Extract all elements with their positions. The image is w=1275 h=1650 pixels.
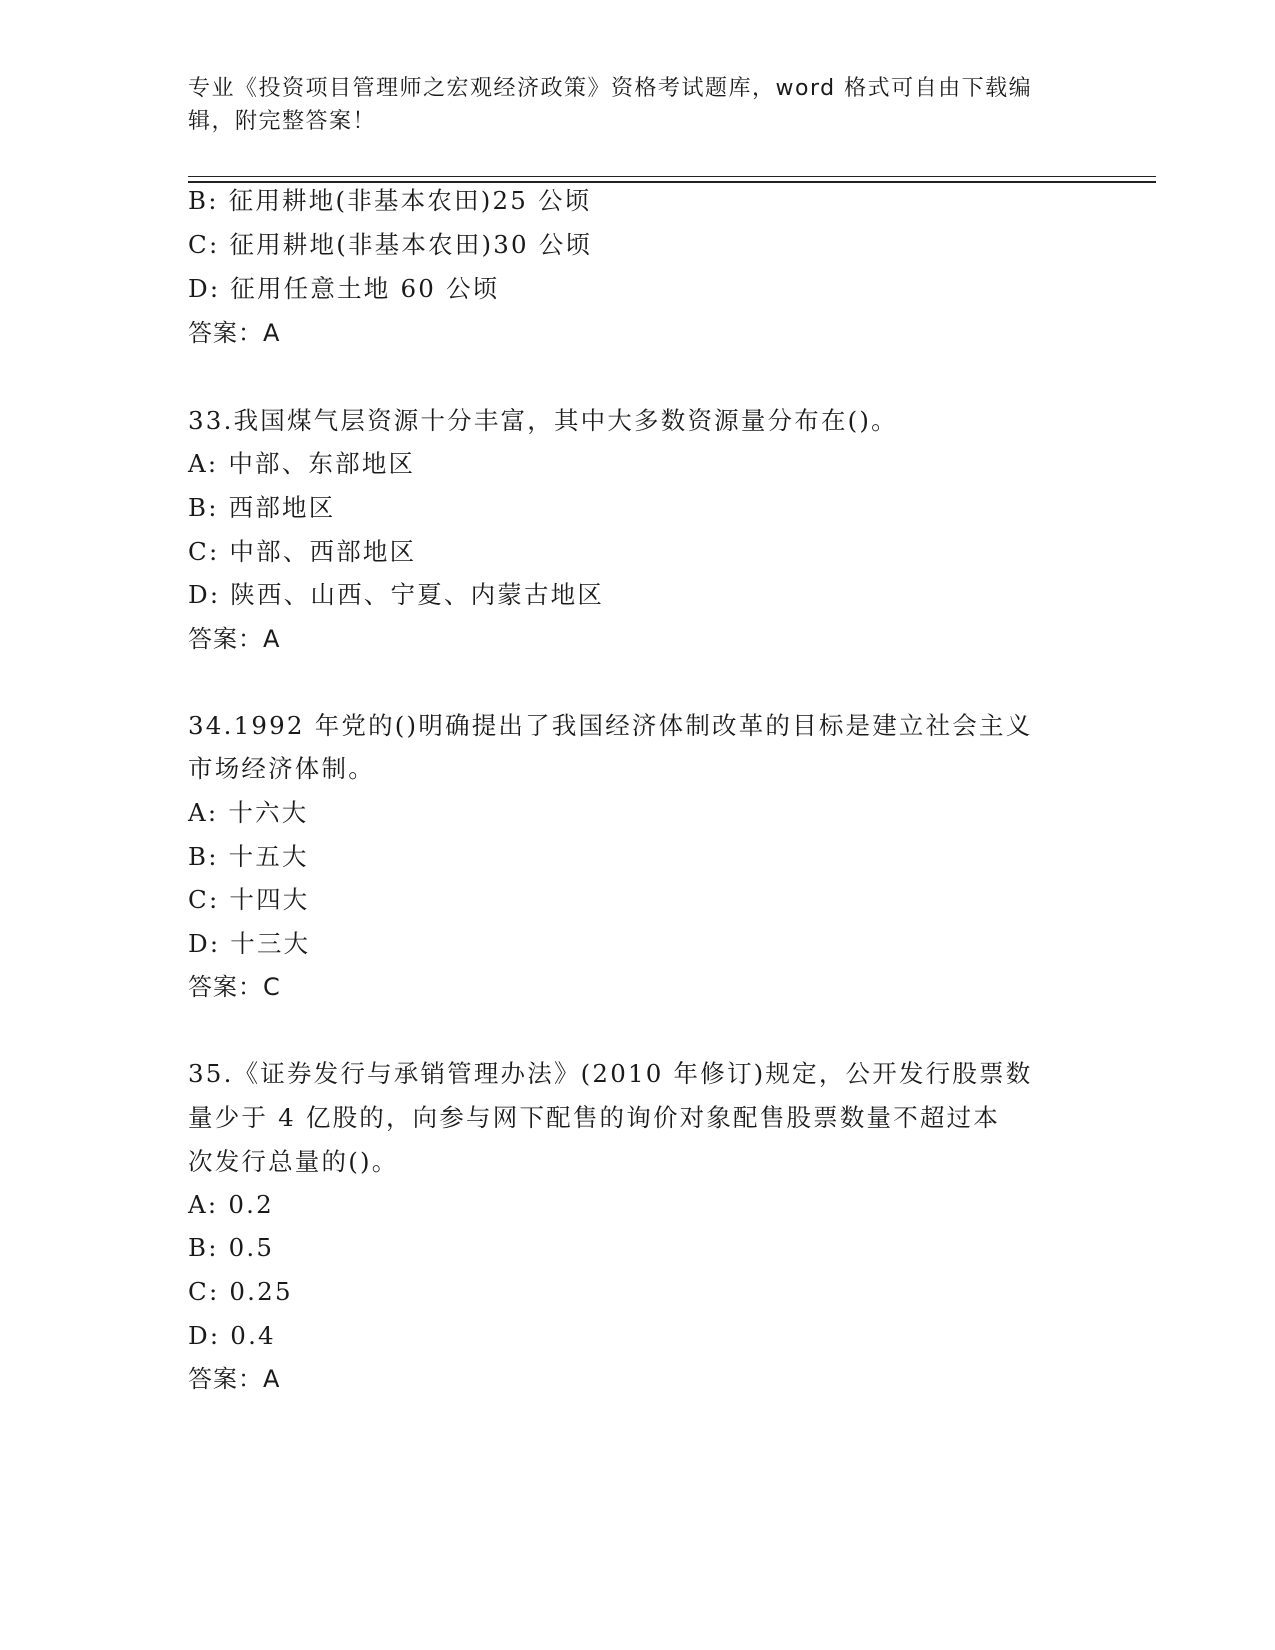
q32-option-c: C: 征用耕地(非基本农田)30 公顷 xyxy=(188,230,593,259)
q34-option-a: A: 十六大 xyxy=(188,798,309,827)
q35-stem-line-3: 次发行总量的()。 xyxy=(188,1147,399,1176)
header-intro-line-1: 专业《投资项目管理师之宏观经济政策》资格考试题库，word 格式可自由下载编 xyxy=(188,76,1033,101)
q34-option-c: C: 十四大 xyxy=(188,885,310,914)
q35-option-d: D: 0.4 xyxy=(188,1321,276,1350)
header-divider-thick xyxy=(188,181,1156,183)
header-intro-line-2: 辑，附完整答案！ xyxy=(188,109,377,134)
q34-option-d: D: 十三大 xyxy=(188,929,311,958)
document-header xyxy=(188,72,1068,138)
q35-answer: 答案：A xyxy=(188,1365,281,1393)
q35-stem-line-1: 35.《证券发行与承销管理办法》(2010 年修订)规定，公开发行股票数 xyxy=(188,1059,1033,1088)
q33-stem: 33.我国煤气层资源十分丰富，其中大多数资源量分布在()。 xyxy=(188,406,898,435)
q33-option-b: B: 西部地区 xyxy=(188,493,336,522)
q34-option-b: B: 十五大 xyxy=(188,842,309,871)
q33-option-c: C: 中部、西部地区 xyxy=(188,537,417,566)
header-divider-thin xyxy=(188,176,1156,177)
q35-stem-line-2: 量少于 4 亿股的，向参与网下配售的询价对象配售股票数量不超过本 xyxy=(188,1103,1001,1132)
q33-option-d: D: 陕西、山西、宁夏、内蒙古地区 xyxy=(188,580,605,609)
q35-option-a: A: 0.2 xyxy=(188,1190,274,1219)
q34-stem-line-1: 34.1992 年党的()明确提出了我国经济体制改革的目标是建立社会主义 xyxy=(188,711,1033,740)
q34-stem-line-2: 市场经济体制。 xyxy=(188,754,375,783)
q35-option-c: C: 0.25 xyxy=(188,1277,293,1306)
q32-option-b: B: 征用耕地(非基本农田)25 公顷 xyxy=(188,186,592,215)
q33-option-a: A: 中部、东部地区 xyxy=(188,449,416,478)
q35-option-b: B: 0.5 xyxy=(188,1233,275,1262)
q33-answer: 答案：A xyxy=(188,625,281,653)
q34-answer: 答案：C xyxy=(188,973,281,1001)
q32-answer: 答案：A xyxy=(188,319,281,347)
q32-option-d: D: 征用任意土地 60 公顷 xyxy=(188,274,500,303)
